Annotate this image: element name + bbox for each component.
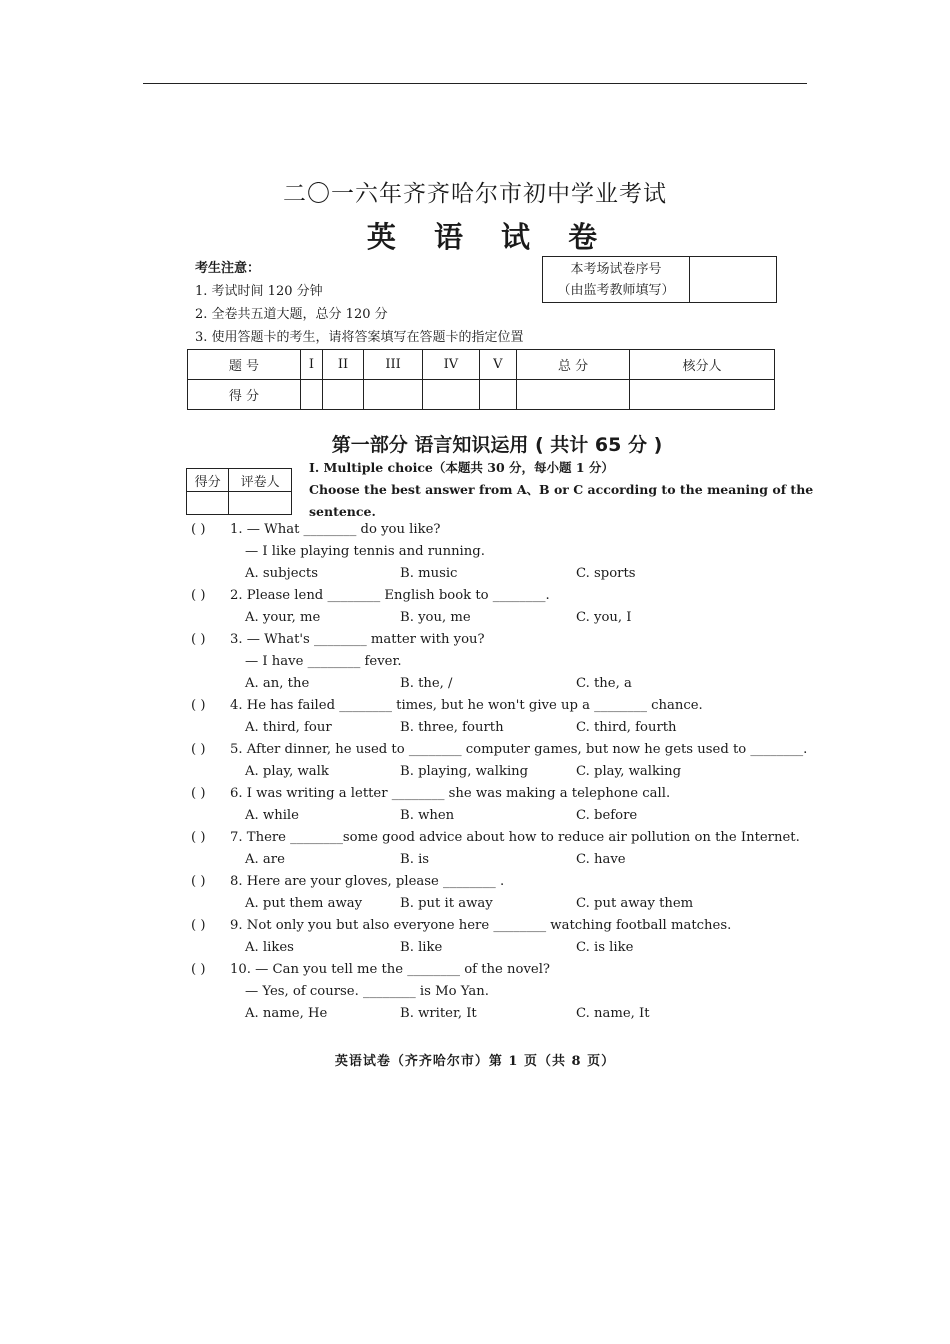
answer-blank: ( ) [191, 522, 206, 537]
grader-name-label: 评卷人 [229, 469, 292, 492]
option-c: C. name, It [576, 1006, 650, 1021]
score-cell: 得 分 [188, 380, 301, 410]
option-a: A. are [245, 852, 285, 867]
option-a: A. while [245, 808, 299, 823]
question-stem-line2: — I like playing tennis and running. [245, 544, 485, 559]
score-cell [517, 380, 630, 410]
grader-score-label: 得分 [187, 469, 229, 492]
score-table-header-row [188, 350, 775, 380]
option-c: C. you, I [576, 610, 632, 625]
score-table [187, 349, 775, 410]
section-title: I. Multiple choice（本题共 30 分，每小题 1 分） [309, 460, 614, 475]
top-rule [143, 83, 807, 84]
score-table-score-row [188, 380, 775, 410]
option-b: B. writer, It [400, 1006, 477, 1021]
paper-subtitle: 英 语 试 卷 [366, 220, 612, 254]
question-stem: 8. Here are your gloves, please ________ . [230, 874, 505, 889]
serial-label-line1: 本考场试卷序号 [570, 262, 662, 277]
question-stem: 10. — Can you tell me the ________ of the novel? [230, 962, 550, 977]
serial-number-box [542, 256, 777, 303]
option-b: B. when [400, 808, 455, 823]
option-a: A. subjects [245, 566, 318, 581]
option-b: B. music [400, 566, 458, 581]
option-a: A. put them away [245, 896, 363, 911]
question-stem-line2: — I have ________ fever. [245, 654, 402, 669]
grader-name-cell [229, 492, 292, 515]
option-a: A. likes [245, 940, 294, 955]
option-a: A. an, the [245, 676, 310, 691]
option-c: C. sports [576, 566, 636, 581]
page-footer: 英语试卷（齐齐哈尔市）第 1 页（共 8 页） [334, 1054, 616, 1069]
option-c: C. the, a [576, 676, 632, 691]
score-cell: 核分人 [629, 350, 774, 380]
option-b: B. playing, walking [400, 764, 529, 779]
option-b: B. is [400, 852, 430, 867]
score-cell [479, 380, 517, 410]
score-cell: 总 分 [517, 350, 630, 380]
option-c: C. is like [576, 940, 634, 955]
score-cell: V [479, 350, 517, 380]
option-c: C. before [576, 808, 638, 823]
score-cell: III [363, 350, 422, 380]
score-cell: 题 号 [188, 350, 301, 380]
option-b: B. three, fourth [400, 720, 504, 735]
serial-label-line2: （由监考教师填写） [557, 283, 675, 298]
answer-blank: ( ) [191, 874, 206, 889]
exam-title: 二〇一六年齐齐哈尔市初中学业考试 [283, 181, 667, 207]
question-stem: 2. Please lend ________ English book to ________. [230, 588, 550, 603]
question-stem: 7. There ________some good advice about how to reduce air pollution on the Internet. [230, 830, 800, 845]
option-c: C. put away them [576, 896, 694, 911]
option-b: B. put it away [400, 896, 493, 911]
option-c: C. third, fourth [576, 720, 677, 735]
question-stem: 5. After dinner, he used to ________ computer games, but now he gets used to ________. [230, 742, 808, 757]
question-stem: 1. — What ________ do you like? [230, 522, 441, 537]
answer-blank: ( ) [191, 588, 206, 603]
score-cell [300, 380, 322, 410]
option-a: A. name, He [245, 1006, 328, 1021]
option-c: C. play, walking [576, 764, 682, 779]
option-a: A. play, walk [245, 764, 329, 779]
notice-item: 3. 使用答题卡的考生，请将答案填写在答题卡的指定位置 [195, 330, 524, 345]
answer-blank: ( ) [191, 632, 206, 647]
notice-block [195, 257, 524, 349]
notice-item: 1. 考试时间 120 分钟 [195, 284, 323, 299]
option-a: A. third, four [245, 720, 332, 735]
answer-blank: ( ) [191, 786, 206, 801]
notice-item: 2. 全卷共五道大题，总分 120 分 [195, 307, 388, 322]
question-stem: 4. He has failed ________ times, but he won't give up a ________ chance. [230, 698, 703, 713]
question-stem: 6. I was writing a letter ________ she was making a telephone call. [230, 786, 671, 801]
section-instruction: Choose the best answer from A、B or C according to the meaning of the [309, 482, 814, 497]
score-cell [423, 380, 479, 410]
answer-blank: ( ) [191, 698, 206, 713]
section-header [309, 457, 813, 523]
score-cell [323, 380, 364, 410]
option-c: C. have [576, 852, 626, 867]
answer-blank: ( ) [191, 742, 206, 757]
option-b: B. the, / [400, 676, 453, 691]
section-instruction: sentence. [309, 504, 376, 519]
notice-heading: 考生注意： [195, 261, 261, 276]
grader-score-cell [187, 492, 229, 515]
score-cell [363, 380, 422, 410]
part-title: 第一部分 语言知识运用 ( 共计 65 分 ) [331, 434, 663, 456]
grader-table [186, 468, 292, 515]
score-cell: II [323, 350, 364, 380]
answer-blank: ( ) [191, 962, 206, 977]
answer-blank: ( ) [191, 830, 206, 845]
score-cell: I [300, 350, 322, 380]
question-stem-line2: — Yes, of course. ________ is Mo Yan. [245, 984, 489, 999]
option-b: B. you, me [400, 610, 471, 625]
serial-label [543, 257, 690, 302]
score-cell: IV [423, 350, 479, 380]
question-stem: 9. Not only you but also everyone here ________ watching football matches. [230, 918, 732, 933]
score-cell [629, 380, 774, 410]
question-stem: 3. — What's ________ matter with you? [230, 632, 485, 647]
option-b: B. like [400, 940, 443, 955]
option-a: A. your, me [245, 610, 321, 625]
answer-blank: ( ) [191, 918, 206, 933]
